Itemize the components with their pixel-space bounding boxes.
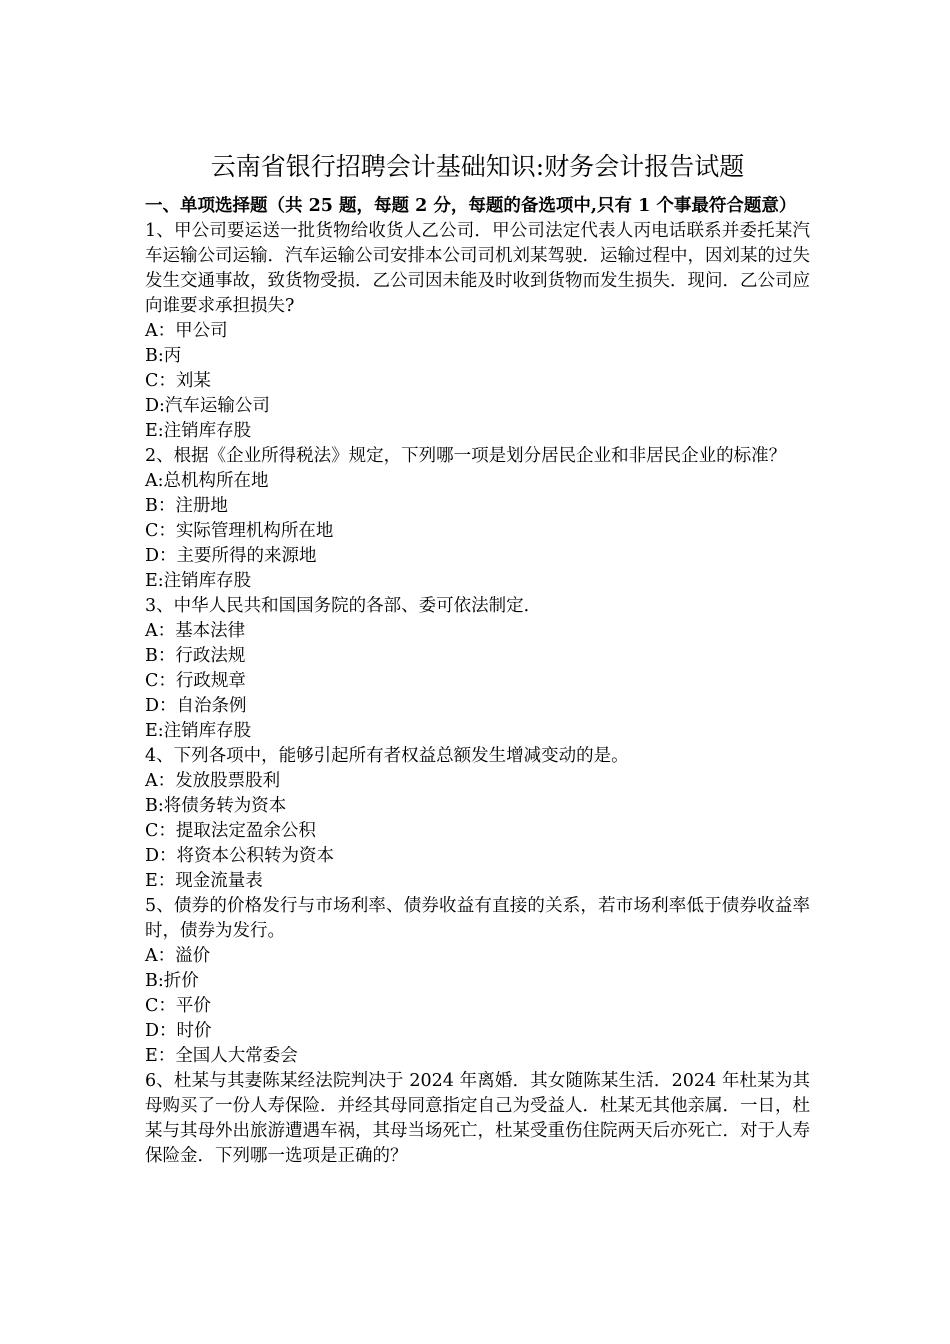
question-item (145, 219, 810, 444)
answer-option: A：溢价 (145, 946, 211, 966)
answer-option: E:注销库存股 (145, 421, 252, 441)
answer-option: C：行政规章 (145, 671, 246, 691)
answer-option: D：将资本公积转为资本 (145, 846, 335, 866)
answer-option: B:折价 (145, 971, 199, 991)
question-text: 3、中华人民共和国国务院的各部、委可依法制定． (145, 596, 542, 616)
question-text: 6、杜某与其妻陈某经法院判决于 2024 年离婚．其女随陈某生活．2024 年杜某为其母购买了一份人寿保险．并经其母同意指定自己为受益人．杜某无其他亲属．一日，杜某与其母外出旅游遭遇车祸，其母当场死亡，杜某受重伤住院两天后亦死亡．对于人寿保险金．下列哪一选项是正确的？ (145, 1071, 810, 1166)
answer-option: C：提取法定盈余公积 (145, 821, 316, 841)
answer-option: C：平价 (145, 996, 211, 1016)
question-text: 5、债券的价格发行与市场利率、债券收益有直接的关系，若市场利率低于债券收益率时，债券为发行。 (145, 896, 810, 941)
answer-option: A：甲公司 (145, 321, 228, 341)
answer-option: E：现金流量表 (145, 871, 263, 891)
question-item (145, 444, 810, 594)
question-item (145, 1069, 810, 1169)
question-item (145, 744, 810, 894)
question-text: 2、根据《企业所得税法》规定，下列哪一项是划分居民企业和非居民企业的标准？ (145, 446, 787, 466)
document-title: 云南省银行招聘会计基础知识:财务会计报告试题 (210, 152, 745, 181)
answer-option: B:将债务转为资本 (145, 796, 287, 816)
answer-option: D：主要所得的来源地 (145, 546, 317, 566)
answer-option: C：实际管理机构所在地 (145, 521, 334, 541)
answer-option: E：全国人大常委会 (145, 1046, 298, 1066)
document-page (145, 148, 810, 1169)
answer-option: D:汽车运输公司 (145, 396, 270, 416)
question-item (145, 894, 810, 1069)
question-item (145, 594, 810, 744)
answer-option: D：自治条例 (145, 696, 247, 716)
answer-option: A:总机构所在地 (145, 471, 269, 491)
answer-option: E:注销库存股 (145, 571, 252, 591)
answer-option: B：注册地 (145, 496, 228, 516)
answer-option: E:注销库存股 (145, 721, 252, 741)
question-text: 4、下列各项中，能够引起所有者权益总额发生增减变动的是。 (145, 746, 629, 766)
answer-option: D：时价 (145, 1021, 212, 1041)
answer-option: A：发放股票股利 (145, 771, 281, 791)
answer-option: A：基本法律 (145, 621, 246, 641)
section-heading: 一、单项选择题（共 25 题，每题 2 分，每题的备选项中,只有 1 个事最符合题意） (145, 196, 797, 216)
answer-option: C：刘某 (145, 371, 211, 391)
answer-option: B:丙 (145, 346, 182, 366)
question-text: 1、甲公司要运送一批货物给收货人乙公司．甲公司法定代表人丙电话联系并委托某汽车运输公司运输．汽车运输公司安排本公司司机刘某驾驶．运输过程中，因刘某的过失发生交通事故，致货物受损．乙公司因未能及时收到货物而发生损失．现问．乙公司应向谁要求承担损失? (145, 221, 810, 316)
question-list (145, 219, 810, 1169)
answer-option: B：行政法规 (145, 646, 246, 666)
